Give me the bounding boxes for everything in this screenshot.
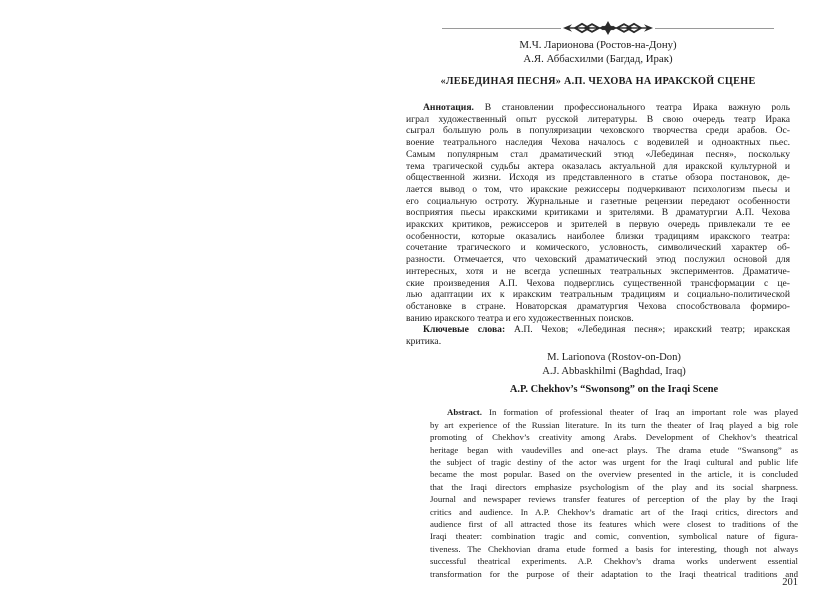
authors-ru <box>406 39 790 66</box>
abstract-line: that the Iraqi directors emphasize psychologism of the play and its social sharpness. <box>430 481 798 492</box>
journal-page <box>406 0 799 580</box>
annotation-line: ские произведения А.П. Чехова подверглись существенной трансформации с це- <box>406 277 790 289</box>
authors-en <box>430 351 798 378</box>
abstract-line: tiveness. The Chekhovian drama etude formed a basis for interesting, though not always <box>430 543 798 554</box>
annotation-line: сочетание трагического и комического, условность, символический характер об- <box>406 242 790 254</box>
abstract-paragraph <box>430 406 798 580</box>
abstract-line: by art experience of the Russian literature. In its turn the theater of Iraq played a big role <box>430 419 798 430</box>
keywords-first-line <box>406 324 790 336</box>
article-title-en: A.P. Chekhov’s “Swonsong” on the Iraqi Scene <box>509 384 719 396</box>
divider-line-right <box>655 28 774 29</box>
abstract-line: critics and audience. In A.P. Chekhov’s dramatic art of the Iraqi critics, directors and <box>430 506 798 517</box>
article-title-ru: «ЛЕБЕДИНАЯ ПЕСНЯ» А.П. ЧЕХОВА НА ИРАКСКОЙ СЦЕНЕ <box>440 76 756 87</box>
annotation-line: тема трагической судьбы актера оказалась актуальной для иракской культурной и <box>406 160 790 172</box>
annotation-line: разности. Отмечается, что чеховский драматический этюд послужил основой для <box>406 254 790 266</box>
annotation-line: общественной жизни. Исходя из представленного в статье обзора постановок, де- <box>406 172 790 184</box>
annotation-line: воение театрального наследия Чехова началось с водевилей и одноактных пьес. <box>406 137 790 149</box>
annotation-lines <box>406 114 790 313</box>
header-divider <box>442 21 774 35</box>
abstract-lines <box>430 419 798 580</box>
author-line: М.Ч. Ларионова (Ростов-на-Дону) <box>519 39 677 51</box>
annotation-line: сыграл большую роль в популяризации чеховского творчества среди арабов. Ос- <box>406 125 790 137</box>
annotation-line: интересных, хотя и не всегда успешных театральных экспериментов. Драматиче- <box>406 265 790 277</box>
english-section <box>430 351 798 580</box>
abstract-line: Iraqi theater: combination tragic and comic, convention, symbolical nature of figura- <box>430 531 798 542</box>
abstract-line: promoting of Chekhov’s creativity among Arabs. Development of Chekhov’s theatrical <box>430 432 798 443</box>
annotation-label: Аннотация. <box>423 102 474 113</box>
annotation-first-line-text: В становлении профессионального театра Ирака важную роль <box>484 102 790 113</box>
abstract-line: audience first of all attracted those its features which were closest to traditions of the <box>430 519 798 530</box>
divider-line-left <box>442 28 561 29</box>
annotation-line: лью адаптации их к иракским театральным традициям и социально-политической <box>406 289 790 301</box>
keywords-first-line-text: А.П. Чехов; «Лебединая песня»; иракский театр; иракская <box>514 324 790 336</box>
annotation-line: его социальную остроту. Журнальные и газетные рецензии передают особенности <box>406 195 790 207</box>
author-line: A.J. Abbaskhilmi (Baghdad, Iraq) <box>542 365 686 377</box>
annotation-line: восприятия пьесы иракскими критиками и зрителями. В драматургии А.П. Чехова <box>406 207 790 219</box>
abstract-first-line-text: In formation of professional theater of Iraq an important role was played <box>489 407 799 418</box>
abstract-label: Abstract. <box>447 407 482 418</box>
keywords-last-line: критика. <box>406 336 442 348</box>
ornament-icon <box>563 21 653 35</box>
author-line: M. Larionova (Rostov-on-Don) <box>547 352 681 364</box>
abstract-line: heritage began with vaudevilles and one-act plays. The drama etude “Swansong” as <box>430 444 798 455</box>
annotation-line: особенности, которые оказались наиболее близки традициям иракского театра: <box>406 230 790 242</box>
annotation-line: играл художественный опыт русской литературы. В свою очередь театр Ирака <box>406 113 790 125</box>
keywords-paragraph <box>406 324 790 348</box>
annotation-last-line: ванию иракского театра и его художественных поисков. <box>406 312 634 324</box>
annotation-paragraph <box>406 102 790 324</box>
annotation-line: лается вывод о том, что иракские режиссеры подчеркивают психологизм пьесы и <box>406 183 790 195</box>
page-number: 201 <box>782 577 798 588</box>
abstract-line: successful theatrical experiments. A.P. Chekhov’s drama works underwent essential <box>430 556 798 567</box>
annotation-line: Самым популярным стал драматический этюд «Лебединая песня», поскольку <box>406 148 790 160</box>
abstract-line: the subject of tragic destiny of the actor was urgent for the Iraqi cultural and public life <box>430 456 798 467</box>
abstract-line: became the most popular. Based on the overview presented in the article, it is concluded <box>430 469 798 480</box>
abstract-line: Journal and newspaper reviews transfer features of perception of the play by the Iraqi <box>430 494 798 505</box>
annotation-line: иракских критиков, режиссеров и зрителей в первую очередь привлекали те ее <box>406 219 790 231</box>
author-line: А.Я. Аббасхилми (Багдад, Ирак) <box>523 52 673 65</box>
annotation-first-line <box>406 102 790 114</box>
annotation-line: обстановке в стране. Новаторская драматургия Чехова способствовала формиро- <box>406 300 790 312</box>
keywords-label: Ключевые слова: <box>423 324 506 336</box>
abstract-first-line <box>430 406 798 418</box>
abstract-line: transformation for the purpose of their adaptation to the Iraqi theatrical traditions and <box>430 568 798 579</box>
